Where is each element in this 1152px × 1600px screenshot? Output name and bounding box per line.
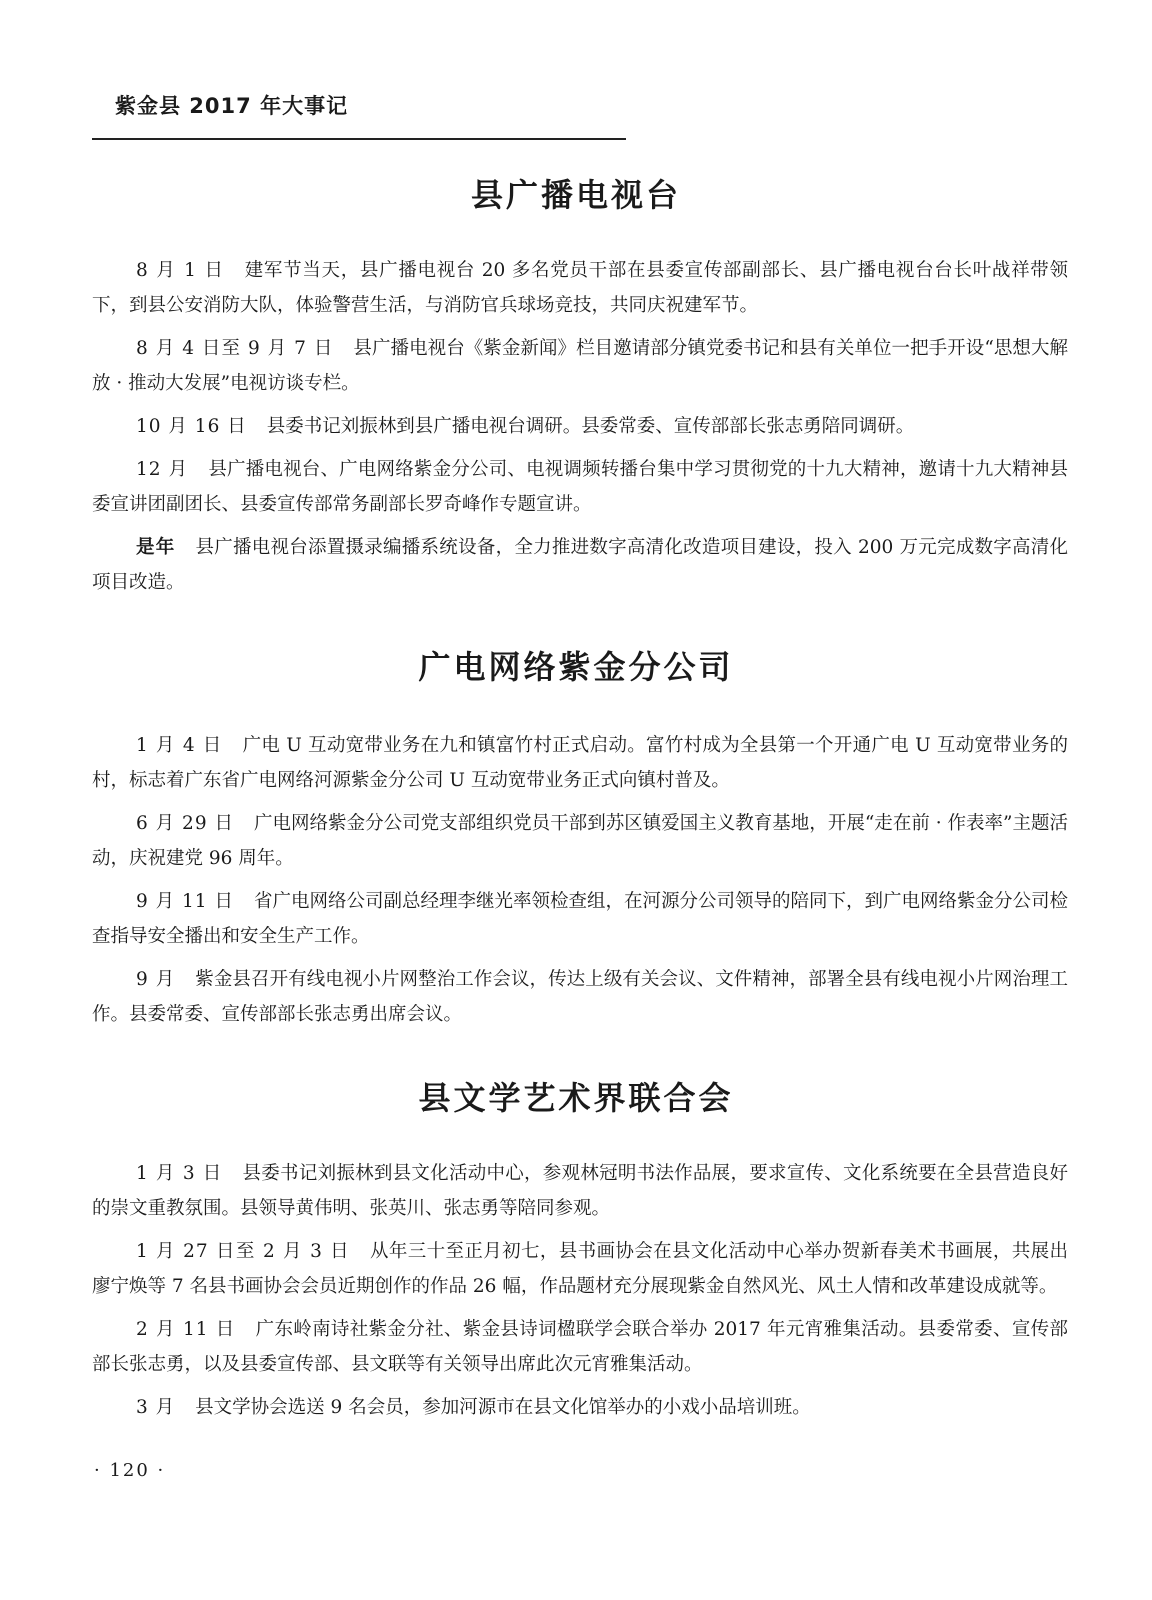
event-date: 2 月 11 日 [136, 1319, 236, 1340]
event-text: 县广播电视台、广电网络紫金分公司、电视调频转播台集中学习贯彻党的十九大精神，邀请十九大精神县委宣讲团副团长、县委宣传部常务副部长罗奇峰作专题宣讲。 [92, 459, 1068, 515]
event-text: 县广播电视台《紫金新闻》栏目邀请部分镇党委书记和县有关单位一把手开设“思想大解放 · 推动大发展”电视访谈专栏。 [92, 338, 1068, 394]
event-text: 县委书记刘振林到县广播电视台调研。县委常委、宣传部部长张志勇陪同调研。 [266, 416, 915, 437]
event-entry [92, 884, 1068, 954]
section-entries-cable-network [92, 728, 1068, 1040]
section-entries-radio-tv [92, 253, 1068, 608]
running-header: 紫金县 2017 年大事记 [115, 94, 349, 118]
event-entry [92, 962, 1068, 1032]
section-entries-literary-federation [92, 1156, 1068, 1433]
event-entry [92, 1390, 1068, 1425]
event-date: 10 月 16 日 [136, 416, 247, 437]
section-title-cable-network: 广电网络紫金分公司 [418, 648, 734, 686]
event-date: 9 月 [136, 969, 176, 990]
event-text: 省广电网络公司副总经理李继光率领检查组，在河源分公司领导的陪同下，到广电网络紫金分公司检查指导安全播出和安全生产工作。 [92, 891, 1069, 947]
event-date: 9 月 11 日 [136, 891, 234, 912]
event-date: 3 月 [136, 1397, 176, 1418]
event-entry [92, 530, 1068, 600]
event-entry [92, 1234, 1068, 1304]
event-date: 12 月 [136, 459, 189, 480]
event-entry [92, 331, 1068, 401]
event-entry [92, 1312, 1068, 1382]
event-text: 广电网络紫金分公司党支部组织党员干部到苏区镇爱国主义教育基地，开展“走在前 · 作表率”主题活动，庆祝建党 96 周年。 [92, 813, 1069, 869]
event-date: 1 月 3 日 [136, 1163, 223, 1184]
event-date: 8 月 4 日至 9 月 7 日 [136, 338, 334, 359]
event-date: 1 月 4 日 [136, 735, 223, 756]
event-text: 紫金县召开有线电视小片网整治工作会议，传达上级有关会议、文件精神，部署全县有线电视小片网治理工作。县委常委、宣传部部长张志勇出席会议。 [92, 969, 1068, 1025]
event-text: 从年三十至正月初七，县书画协会在县文化活动中心举办贺新春美术书画展，共展出廖宁焕等 7 名县书画协会会员近期创作的作品 26 幅，作品题材充分展现紫金自然风光、风土人情和改革建设成就等。 [92, 1241, 1068, 1297]
header-rule [92, 138, 626, 140]
event-text: 县委书记刘振林到县文化活动中心，参观林冠明书法作品展，要求宣传、文化系统要在全县营造良好的崇文重教氛围。县领导黄伟明、张英川、张志勇等陪同参观。 [92, 1163, 1068, 1219]
section-title-literary-federation: 县文学艺术界联合会 [418, 1079, 734, 1117]
event-entry [92, 452, 1068, 522]
event-date: 6 月 29 日 [136, 813, 235, 834]
event-entry [92, 253, 1068, 323]
event-text: 广东岭南诗社紫金分社、紫金县诗词楹联学会联合举办 2017 年元宵雅集活动。县委常委、宣传部部长张志勇，以及县委宣传部、县文联等有关领导出席此次元宵雅集活动。 [92, 1319, 1068, 1375]
event-entry [92, 409, 1068, 444]
page-number: · 120 · [94, 1460, 166, 1481]
event-entry [92, 728, 1068, 798]
event-date: 8 月 1 日 [136, 260, 225, 281]
event-entry [92, 1156, 1068, 1226]
event-date: 1 月 27 日至 2 月 3 日 [136, 1241, 351, 1262]
event-date: 是年 [136, 537, 176, 558]
event-text: 县广播电视台添置摄录编播系统设备，全力推进数字高清化改造项目建设，投入 200 万元完成数字高清化项目改造。 [92, 537, 1068, 593]
event-text: 建军节当天，县广播电视台 20 多名党员干部在县委宣传部副部长、县广播电视台台长叶战祥带领下，到县公安消防大队，体验警营生活，与消防官兵球场竞技，共同庆祝建军节。 [92, 260, 1068, 316]
section-title-radio-tv: 县广播电视台 [470, 176, 681, 214]
event-text: 广电 U 互动宽带业务在九和镇富竹村正式启动。富竹村成为全县第一个开通广电 U 互动宽带业务的村，标志着广东省广电网络河源紫金分公司 U 互动宽带业务正式向镇村普及。 [92, 735, 1068, 791]
event-entry [92, 806, 1068, 876]
event-text: 县文学协会选送 9 名会员，参加河源市在县文化馆举办的小戏小品培训班。 [195, 1397, 811, 1418]
